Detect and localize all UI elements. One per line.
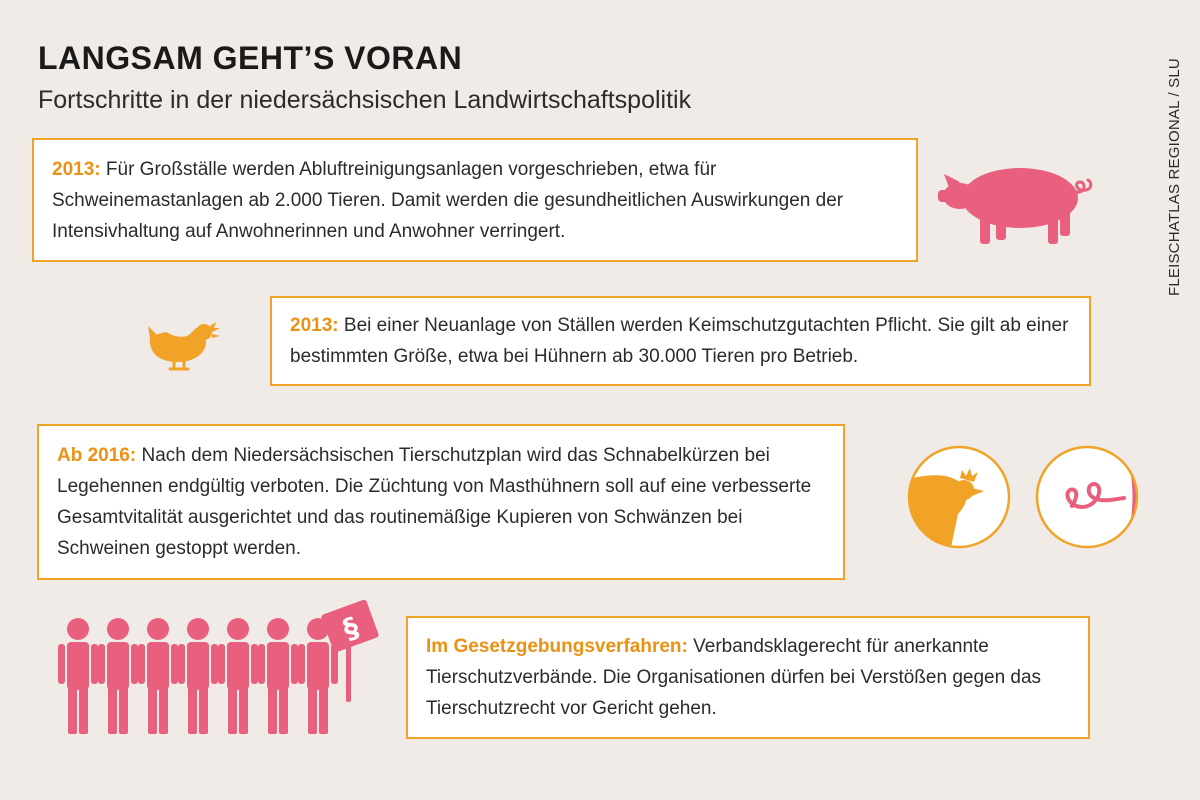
info-box-text: Nach dem Niedersächsischen Tierschutzplan wird das Schnabelkürzen bei Legehennen endgültig verboten. Die Züchtung von Masthühnern soll auf eine verbesserte Gesamtvitalität ausgerichtet und das routinemäßige Kupieren von Schwänzen bei Schweinen gestoppt werden. bbox=[57, 445, 812, 559]
info-box-verbandsklage bbox=[406, 616, 1090, 739]
info-box-text: Verbandsklagerecht für anerkannte Tierschutzverbände. Die Organisationen dürfen bei Verstößen gegen das Tierschutzrecht vor Gericht gehen. bbox=[426, 636, 1042, 719]
info-box-text: Bei einer Neuanlage von Ställen werden Keimschutzgutachten Pflicht. Sie gilt ab einer bestimmten Größe, etwa bei Hühnern ab 30.000 Tieren pro Betrieb. bbox=[290, 315, 1069, 367]
page-subtitle: Fortschritte in der niedersächsischen Landwirtschaftspolitik bbox=[38, 86, 692, 114]
pig-icon bbox=[938, 152, 1098, 248]
info-box-abluft bbox=[32, 138, 918, 262]
pig-tail-icon bbox=[1032, 442, 1142, 552]
info-box-label: 2013: bbox=[52, 159, 101, 180]
paragraph-sign: § bbox=[338, 610, 364, 647]
chicken-icon bbox=[146, 318, 222, 372]
source-credit: FLEISCHATLAS REGIONAL / SLU bbox=[1166, 58, 1183, 296]
info-box-label: Ab 2016: bbox=[57, 445, 137, 466]
info-box-label: 2013: bbox=[290, 315, 339, 336]
info-box-tierschutzplan bbox=[37, 424, 845, 580]
info-box-text: Für Großställe werden Abluftreinigungsanlagen vorgeschrieben, etwa für Schweinemastanlagen ab 2.000 Tieren. Damit werden die gesundheitlichen Auswirkungen der Intensivhaltung auf Anwohnerinnen und Anwohner verringert. bbox=[52, 159, 844, 242]
hen-beak-icon bbox=[904, 442, 1014, 552]
info-box-label: Im Gesetzgebungsverfahren: bbox=[426, 636, 688, 657]
people-group-icon bbox=[54, 598, 384, 744]
page-title: LANGSAM GEHT’S VORAN bbox=[38, 40, 463, 76]
info-box-keimschutz bbox=[270, 296, 1091, 386]
